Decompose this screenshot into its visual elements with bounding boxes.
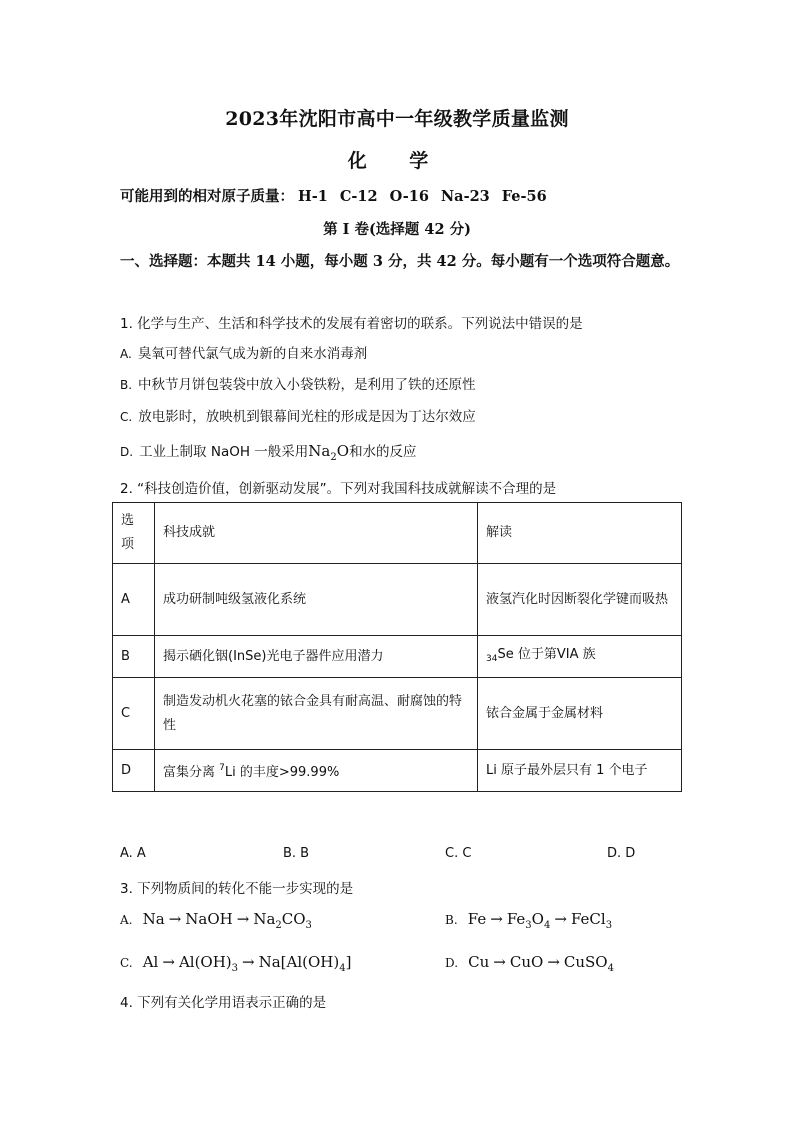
- cell-interpretation: $_{34}$Se 位于第VIA 族: [478, 636, 682, 678]
- question-1-option-c: [120, 405, 476, 425]
- formula-chain-a: Na → NaOH → $Na_2CO_3$: [142, 910, 312, 931]
- atomic-masses-label: 可能用到的相对原子质量：: [120, 188, 294, 205]
- option-text: 中秋节月饼包装袋中放入小袋铁粉，是利用了铁的还原性: [138, 377, 476, 393]
- cell-achievement: 制造发动机火花塞的铱合金具有耐高温、耐腐蚀的特性: [155, 678, 478, 750]
- atomic-mass-h: H-1: [298, 188, 328, 205]
- cell-option: A: [113, 564, 155, 636]
- question-1-option-d: [120, 440, 417, 463]
- option-text: 臭氧可替代氯气成为新的自来水消毒剂: [137, 346, 368, 362]
- atomic-mass-fe: Fe-56: [501, 188, 547, 205]
- atomic-mass-c: C-12: [339, 188, 378, 205]
- option-label: A.: [120, 347, 132, 361]
- question-1-option-b: [120, 373, 476, 393]
- table-row: [113, 636, 682, 678]
- cell-interpretation: Li 原子最外层只有 1 个电子: [478, 750, 682, 792]
- atomic-masses-line: [120, 185, 547, 206]
- question-3-option-b: B. $Fe \to Fe_3O_4$ → FeCl$_3$: [445, 910, 613, 931]
- option-label: B.: [120, 378, 133, 392]
- formula-na2o: $Na_2O$: [308, 442, 350, 463]
- part-title: 第 I 卷(选择题 42 分): [323, 221, 471, 238]
- cell-option: D: [113, 750, 155, 792]
- section-title: 一、选择题：本题共 14 小题，每小题 3 分，共 42 分。每小题有一个选项符合题意。: [120, 253, 680, 270]
- header-interpretation: 解读: [478, 503, 682, 564]
- cell-achievement: 成功研制吨级氢液化系统: [155, 564, 478, 636]
- option-label: C.: [120, 410, 133, 424]
- question-2-answer-d: D. D: [607, 846, 636, 861]
- option-text: 工业上制取 NaOH 一般采用: [139, 444, 309, 460]
- question-2-answer-b: B. B: [283, 846, 310, 861]
- cell-achievement: 富集分离 $^7$Li 的丰度>99.99%: [155, 750, 478, 792]
- header-achievement: 科技成就: [155, 503, 478, 564]
- cell-achievement: 揭示硒化铟(InSe)光电子器件应用潜力: [155, 636, 478, 678]
- question-1-option-a: [120, 342, 367, 362]
- formula-chain-c: $Al \to Al(OH)_3 \to Na[Al(OH)_4]$: [142, 953, 352, 974]
- question-2-answer-a: A. A: [120, 846, 146, 861]
- question-3-stem: 3. 下列物质间的转化不能一步实现的是: [120, 881, 354, 897]
- question-4-stem: 4. 下列有关化学用语表示正确的是: [120, 995, 327, 1011]
- cell-interpretation: 液氢汽化时因断裂化学键而吸热: [478, 564, 682, 636]
- question-2-stem: 2. “科技创造价值，创新驱动发展”。下列对我国科技成就解读不合理的是: [120, 481, 557, 497]
- option-label: D.: [120, 445, 134, 459]
- table-header-row: [113, 503, 682, 564]
- question-3-option-d: D. Cu → CuO → CuSO$_4$: [445, 953, 614, 974]
- subject-title: 化 学: [347, 150, 447, 172]
- header-option: 选 项: [113, 503, 155, 564]
- formula-chain-b: $Fe \to Fe_3O_4$ → FeCl$_3$: [467, 910, 613, 931]
- question-3-option-a: A. Na → NaOH → $Na_2CO_3$: [120, 910, 312, 931]
- option-text: 和水的反应: [349, 444, 417, 460]
- cell-option: C: [113, 678, 155, 750]
- formula-chain-d: Cu → CuO → CuSO$_4$: [468, 953, 614, 974]
- question-2-answer-c: C. C: [445, 846, 472, 861]
- table-row: [113, 750, 682, 792]
- table-row: [113, 678, 682, 750]
- atomic-mass-o: O-16: [389, 188, 429, 205]
- exam-title: 2023年沈阳市高中一年级教学质量监测: [225, 108, 569, 130]
- option-text: 放电影时，放映机到银幕间光柱的形成是因为丁达尔效应: [138, 409, 476, 425]
- table-row: [113, 564, 682, 636]
- achievement-table: [112, 502, 682, 792]
- question-1-stem: 1. 化学与生产、生活和科学技术的发展有着密切的联系。下列说法中错误的是: [120, 316, 583, 332]
- question-3-option-c: C. $Al \to Al(OH)_3 \to Na[Al(OH)_4]$: [120, 953, 352, 974]
- cell-option: B: [113, 636, 155, 678]
- atomic-mass-na: Na-23: [440, 188, 490, 205]
- cell-interpretation: 铱合金属于金属材料: [478, 678, 682, 750]
